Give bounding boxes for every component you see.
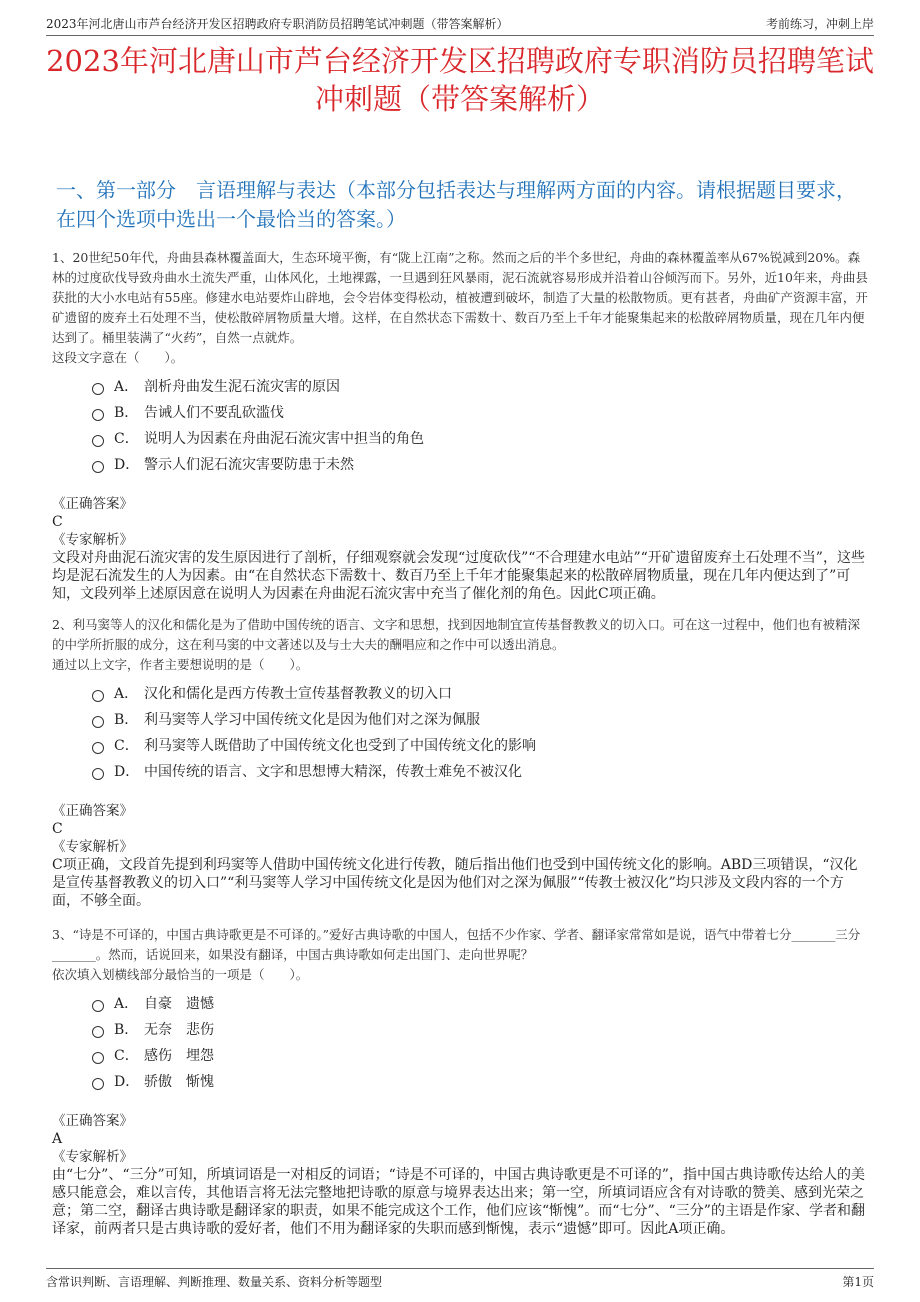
option-b[interactable] xyxy=(92,706,870,732)
question-1 xyxy=(52,248,870,603)
option-d[interactable] xyxy=(92,451,870,477)
option-letter: A． xyxy=(114,686,139,702)
question-stem: 1、20世纪50年代，舟曲县森林覆盖面大，生态环境平衡，有“陇上江南”之称。然而之后的半个多世纪，舟曲的森林覆盖率从67%锐减到20%。森林的过度砍伐导致舟曲水土流失严重，山体风化，土地裸露，一旦遇到狂风暴雨，泥石流就容易形成并沿着山谷倾泻而下。另外，近10年来，舟曲县获批的大小水电站有55座。修建水电站要炸山辟地，会令岩体变得松动，植被遭到破坏，制造了大量的松散物质。更有甚者，舟曲矿产资源丰富，开矿遗留的废弃土石处理不当，使松散碎屑物质量大增。这样，在自然状态下需数十、数百乃至上千年才能聚集起来的松散碎屑物质量，现在几年内便达到了。桶里装满了“火药”，自然一点就炸。 xyxy=(52,250,868,345)
answer-value: C xyxy=(52,514,63,530)
answer-label: 《正确答案》 xyxy=(52,496,133,512)
radio-icon[interactable] xyxy=(92,716,104,728)
radio-icon[interactable] xyxy=(92,1078,104,1090)
option-text: 自豪 遗憾 xyxy=(144,996,214,1012)
option-letter: B． xyxy=(114,712,139,728)
radio-icon[interactable] xyxy=(92,435,104,447)
option-letter: D． xyxy=(114,457,140,473)
radio-icon[interactable] xyxy=(92,1026,104,1038)
option-letter: A． xyxy=(114,379,139,395)
question-prompt: 这段文字意在（ ）。 xyxy=(52,350,184,365)
option-text: 无奈 悲伤 xyxy=(144,1022,214,1038)
analysis-label: 《专家解析》 xyxy=(52,1149,133,1165)
section-heading: 一、第一部分 言语理解与表达（本部分包括表达与理解两方面的内容。请根据题目要求，在四个选项中选出一个最恰当的答案。） xyxy=(56,178,856,231)
answer-label: 《正确答案》 xyxy=(52,1113,133,1129)
option-letter: C． xyxy=(114,738,139,754)
radio-icon[interactable] xyxy=(92,768,104,780)
option-c[interactable] xyxy=(92,425,870,451)
option-list xyxy=(92,680,870,784)
answer-value: A xyxy=(52,1131,63,1147)
option-a[interactable] xyxy=(92,373,870,399)
option-text: 中国传统的语言、文字和思想博大精深，传教士难免不被汉化 xyxy=(144,764,522,780)
radio-icon[interactable] xyxy=(92,461,104,473)
option-letter: C． xyxy=(114,431,139,447)
option-a[interactable] xyxy=(92,680,870,706)
radio-icon[interactable] xyxy=(92,1000,104,1012)
page-header xyxy=(46,10,874,36)
option-letter: D． xyxy=(114,1074,140,1090)
option-letter: B． xyxy=(114,1022,139,1038)
option-b[interactable] xyxy=(92,1016,870,1042)
analysis-label: 《专家解析》 xyxy=(52,839,133,855)
option-text: 说明人为因素在舟曲泥石流灾害中担当的角色 xyxy=(144,431,424,447)
footer-topics: 含常识判断、言语理解、判断推理、数量关系、资料分析等题型 xyxy=(46,1275,383,1289)
option-text: 骄傲 惭愧 xyxy=(144,1074,214,1090)
radio-icon[interactable] xyxy=(92,409,104,421)
question-prompt: 通过以上文字，作者主要想说明的是（ ）。 xyxy=(52,657,309,672)
option-letter: B． xyxy=(114,405,139,421)
option-letter: A． xyxy=(114,996,139,1012)
question-2 xyxy=(52,615,870,910)
radio-icon[interactable] xyxy=(92,742,104,754)
option-text: 感伤 埋怨 xyxy=(144,1048,214,1064)
option-text: 利马窦等人学习中国传统文化是因为他们对之深为佩服 xyxy=(144,712,480,728)
question-prompt: 依次填入划横线部分最恰当的一项是（ ）。 xyxy=(52,967,309,982)
document-title: 2023年河北唐山市芦台经济开发区招聘政府专职消防员招聘笔试冲刺题（带答案解析） xyxy=(46,44,874,116)
option-a[interactable] xyxy=(92,990,870,1016)
header-slogan: 考前练习，冲刺上岸 xyxy=(765,17,874,31)
analysis-text: 由“七分”、“三分”可知，所填词语是一对相反的词语；“诗是不可译的，中国古典诗歌更是不可译的”，指中国古典诗歌传达给人的美感只能意会，难以言传，其他语言将无法完整地把诗歌的原意与境界表达出来；第一空，所填词语应含有对诗歌的赞美、感到光荣之意；第二空，翻译古典诗歌是翻译家的职责，如果不能完成这个工作，他们应该“惭愧”。而“七分”、“三分”的主语是作家、学者和翻译家，前两者只是古典诗歌的爱好者，他们不用为翻译家的失职而感到惭愧，表示“遗憾”即可。因此A项正确。 xyxy=(52,1167,865,1237)
radio-icon[interactable] xyxy=(92,383,104,395)
option-text: 汉化和儒化是西方传教士宣传基督教教义的切入口 xyxy=(144,686,452,702)
option-letter: D． xyxy=(114,764,140,780)
radio-icon[interactable] xyxy=(92,690,104,702)
option-text: 告诫人们不要乱砍滥伐 xyxy=(144,405,284,421)
analysis-text: C项正确，文段首先提到利玛窦等人借助中国传统文化进行传教，随后指出他们也受到中国传统文化的影响。ABD三项错误，“汉化是宣传基督教教义的切入口”“利马窦等人学习中国传统文化是因为他们对之深为佩服”“传教士被汉化”均只涉及文段内容的一个方面，不够全面。 xyxy=(52,857,858,909)
radio-icon[interactable] xyxy=(92,1052,104,1064)
analysis-text: 文段对舟曲泥石流灾害的发生原因进行了剖析，仔细观察就会发现“过度砍伐”“不合理建水电站”“开矿遗留废弃土石处理不当”，这些均是泥石流发生的人为因素。由“在自然状态下需数十、数百乃至上千年才能聚集起来的松散碎屑物质量，现在几年内便达到了”可知，文段列举上述原因意在说明人为因素在舟曲泥石流灾害中充当了催化剂的角色。因此C项正确。 xyxy=(52,550,865,602)
option-text: 警示人们泥石流灾害要防患于未然 xyxy=(144,457,354,473)
option-text: 剖析舟曲发生泥石流灾害的原因 xyxy=(144,379,340,395)
option-b[interactable] xyxy=(92,399,870,425)
option-c[interactable] xyxy=(92,1042,870,1068)
option-d[interactable] xyxy=(92,758,870,784)
option-list xyxy=(92,990,870,1094)
question-3 xyxy=(52,925,870,1238)
header-doc-title: 2023年河北唐山市芦台经济开发区招聘政府专职消防员招聘笔试冲刺题（带答案解析） xyxy=(46,17,509,31)
page-number: 第1页 xyxy=(842,1275,874,1289)
answer-value: C xyxy=(52,821,63,837)
page-footer xyxy=(46,1268,874,1295)
question-stem: 2、利马窦等人的汉化和儒化是为了借助中国传统的语言、文字和思想，找到因地制宜宣传基督教教义的切入口。可在这一过程中，他们也有被精深的中学所折服的成分，这在利马窦的中文著述以及与士大夫的酬唱应和之作中可以透出消息。 xyxy=(52,617,860,652)
question-stem: 3、“诗是不可译的，中国古典诗歌更是不可译的。”爱好古典诗歌的中国人，包括不少作家、学者、翻译家常常如是说，语气中带着七分_______三分_______。然而，话说回来，如果没有翻译，中国古典诗歌如何走出国门、走向世界呢？ xyxy=(52,927,861,962)
option-letter: C． xyxy=(114,1048,139,1064)
option-c[interactable] xyxy=(92,732,870,758)
option-text: 利马窦等人既借助了中国传统文化也受到了中国传统文化的影响 xyxy=(144,738,536,754)
option-d[interactable] xyxy=(92,1068,870,1094)
answer-label: 《正确答案》 xyxy=(52,803,133,819)
option-list xyxy=(92,373,870,477)
analysis-label: 《专家解析》 xyxy=(52,532,133,548)
